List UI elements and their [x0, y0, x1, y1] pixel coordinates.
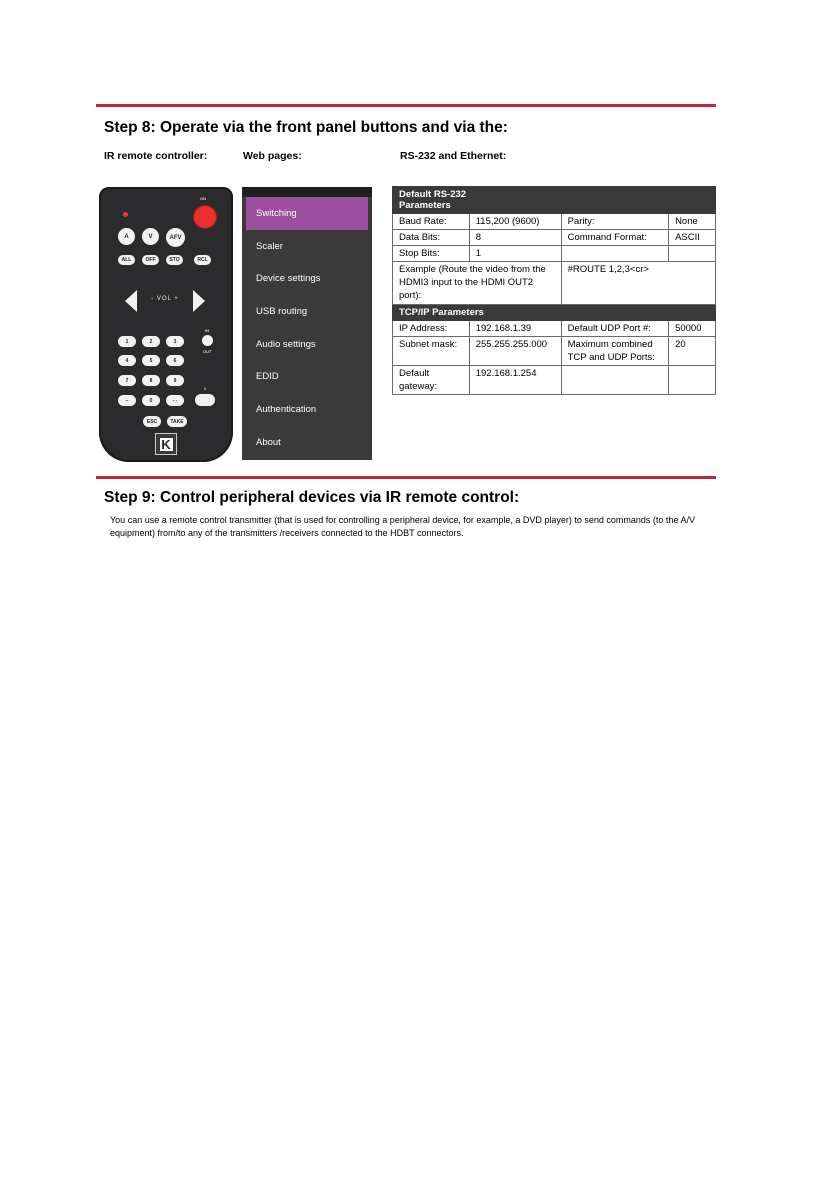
table-cell: Command Format: [561, 230, 668, 246]
table-cell: None [669, 214, 716, 230]
section-divider-middle [96, 476, 716, 479]
remote-button-rcl: RCL [194, 255, 211, 265]
remote-button-0: 0 [142, 395, 160, 406]
remote-button-6: 6 [166, 355, 184, 366]
table-cell [669, 246, 716, 262]
menu-item-usb-routing: USB routing [256, 305, 308, 317]
remote-button-in [202, 335, 213, 346]
remote-button-a: A [118, 228, 135, 245]
table-cell [561, 246, 668, 262]
rs232-header: Default RS-232 Parameters [399, 189, 467, 211]
vol-left-arrow-icon [125, 290, 137, 312]
rs232-header-row [393, 187, 716, 214]
remote-button-take: TAKE [167, 416, 187, 427]
table-cell [669, 366, 716, 395]
remote-button-7: 7 [118, 375, 136, 386]
table-cell: 192.168.1.39 [469, 321, 561, 337]
kramer-logo-icon: K [155, 433, 177, 455]
web-pages-menu [242, 187, 372, 460]
remote-button-9: 9 [166, 375, 184, 386]
table-cell: Baud Rate: [393, 214, 470, 230]
section-divider-top [96, 104, 716, 107]
rs232-ethernet-table [392, 186, 716, 395]
table-cell: 20 [669, 337, 716, 366]
remote-button-v: V [142, 228, 159, 245]
table-cell: 50000 [669, 321, 716, 337]
table-row [393, 337, 716, 366]
table-row [393, 262, 716, 305]
table-cell: 192.168.1.254 [469, 366, 561, 395]
table-cell: 8 [469, 230, 561, 246]
tcp-header: TCP/IP Parameters [393, 305, 716, 321]
tcp-header-row [393, 305, 716, 321]
table-row [393, 230, 716, 246]
table-cell: ASCII [669, 230, 716, 246]
remote-button-double-dash: - - [166, 395, 184, 406]
table-row [393, 366, 716, 395]
remote-button-sto: STO [166, 255, 183, 265]
on-label: ON [200, 196, 206, 201]
step8-title: Step 8: Operate via the front panel buttons and via the: [104, 119, 508, 136]
menu-item-about: About [256, 436, 281, 448]
table-row [393, 321, 716, 337]
remote-button-afv: AFV [166, 228, 185, 247]
table-cell: Data Bits: [393, 230, 470, 246]
ir-led-icon [123, 212, 128, 217]
table-row [393, 246, 716, 262]
remote-button-2: 2 [142, 336, 160, 347]
vol-label: - VOL + [151, 296, 179, 302]
table-cell: Subnet mask: [393, 337, 470, 366]
remote-button-off: OFF [142, 255, 159, 265]
table-cell: Maximum combined TCP and UDP Ports: [561, 337, 668, 366]
table-cell: Default UDP Port #: [561, 321, 668, 337]
table-cell: Stop Bits: [393, 246, 470, 262]
remote-button-8: 8 [142, 375, 160, 386]
hash-label: # [204, 386, 207, 391]
ir-remote-image [99, 187, 233, 462]
menu-item-audio-settings: Audio settings [256, 338, 316, 350]
step9-body: You can use a remote control transmitter (that is used for controlling a peripheral device, for example, a DVD player) to send commands (to the A/V equipment) from/to any of the transmitters /receivers connected to the HDBT connectors. [110, 515, 695, 538]
table-cell: 255.255.255.000 [469, 337, 561, 366]
step9-title: Step 9: Control peripheral devices via IR remote control: [104, 489, 520, 506]
web-label: Web pages: [243, 150, 302, 162]
remote-button-3: 3 [166, 336, 184, 347]
remote-button-esc: ESC [143, 416, 161, 427]
table-cell: Default gateway: [393, 366, 470, 395]
remote-button-1: 1 [118, 336, 136, 347]
vol-right-arrow-icon [193, 290, 205, 312]
rs232-label: RS-232 and Ethernet: [400, 150, 507, 162]
in-label: IN [205, 328, 209, 333]
menu-item-switching: Switching [246, 197, 368, 230]
remote-button-dash: – [118, 395, 136, 406]
remote-button-5: 5 [142, 355, 160, 366]
remote-button-all: ALL [118, 255, 135, 265]
example-value: #ROUTE 1,2,3<cr> [561, 262, 715, 305]
table-cell: Parity: [561, 214, 668, 230]
remote-button-4: 4 [118, 355, 136, 366]
out-label: OUT [203, 349, 212, 354]
menu-item-device-settings: Device settings [256, 273, 321, 285]
power-button [193, 205, 217, 229]
remote-button-hash [195, 394, 215, 406]
remote-label: IR remote controller: [104, 150, 208, 162]
table-cell: IP Address: [393, 321, 470, 337]
table-cell: 1 [469, 246, 561, 262]
menu-item-scaler: Scaler [256, 240, 283, 252]
web-menu-topbar [242, 187, 372, 197]
example-label: Example (Route the video from the HDMI3 input to the HDMI OUT2 port): [393, 262, 562, 305]
table-cell [561, 366, 668, 395]
menu-item-authentication: Authentication [256, 403, 317, 415]
table-cell: 115,200 (9600) [469, 214, 561, 230]
volume-control [125, 290, 205, 312]
menu-item-edid: EDID [256, 371, 279, 383]
table-row [393, 214, 716, 230]
